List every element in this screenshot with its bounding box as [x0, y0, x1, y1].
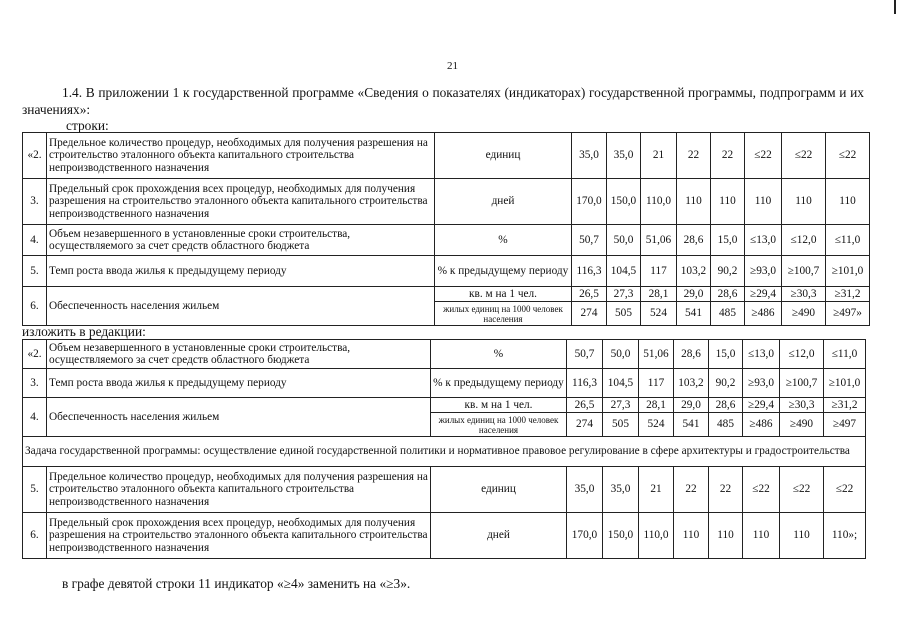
indicator-value: 35,0 — [607, 133, 641, 179]
indicator-value: ≥29,4 — [743, 398, 780, 413]
intro-text: 1.4. В приложении 1 к государственной программе «Сведения о показателях (индикаторах) государственной программы, подпрограмм и их значениях»: — [22, 85, 864, 117]
indicator-name: Предельный срок прохождения всех процедур, необходимых для получения разрешения на строительство эталонного объекта капитального строительства непроизводственного назначения — [47, 513, 431, 559]
unit-of-measure: единиц — [435, 133, 572, 179]
indicator-value: 50,7 — [567, 340, 603, 369]
indicator-value: ≥30,3 — [782, 287, 826, 302]
indicator-value: 505 — [603, 413, 639, 437]
indicator-value: 28,6 — [677, 225, 711, 256]
unit-of-measure: единиц — [431, 467, 567, 513]
table-row — [23, 340, 866, 369]
indicator-name: Обеспеченность населения жильем — [47, 398, 431, 437]
indicator-value: 150,0 — [603, 513, 639, 559]
indicator-value: 28,6 — [709, 398, 743, 413]
indicator-value: 29,0 — [674, 398, 709, 413]
footer-text: в графе девятой строки 11 индикатор «≥4» заменить на «≥3». — [62, 576, 411, 591]
table-row — [23, 513, 866, 559]
indicator-value: ≤22 — [824, 467, 866, 513]
row-number: 5. — [23, 467, 47, 513]
row-number: 4. — [23, 225, 47, 256]
indicator-value: ≤13,0 — [743, 340, 780, 369]
indicator-value: 104,5 — [607, 256, 641, 287]
indicator-value: ≥31,2 — [824, 398, 866, 413]
indicator-name: Предельное количество процедур, необходимых для получения разрешения на строительство эталонного объекта капитального строительства непроизводственного назначения — [47, 467, 431, 513]
unit-of-measure: % — [435, 225, 572, 256]
indicator-name: Предельное количество процедур, необходимых для получения разрешения на строительство эталонного объекта капитального строительства непроизводственного назначения — [47, 133, 435, 179]
unit-of-measure: жилых единиц на 1000 человек населения — [435, 302, 572, 326]
indicator-value: 27,3 — [603, 398, 639, 413]
original-indicators-table — [22, 132, 870, 326]
indicator-value: ≥101,0 — [824, 369, 866, 398]
table-row — [23, 133, 870, 179]
indicator-value: 524 — [639, 413, 674, 437]
indicator-value: 22 — [709, 467, 743, 513]
task-row — [23, 437, 866, 467]
indicator-value: 110 — [743, 513, 780, 559]
indicator-value: 51,06 — [639, 340, 674, 369]
indicator-value: 116,3 — [567, 369, 603, 398]
unit-of-measure: кв. м на 1 чел. — [435, 287, 572, 302]
indicator-name: Объем незавершенного в установленные сроки строительства, осуществляемого за счет средств областного бюджета — [47, 340, 431, 369]
indicator-value: 110 — [674, 513, 709, 559]
indicator-value: 15,0 — [709, 340, 743, 369]
indicator-value: 170,0 — [572, 179, 607, 225]
indicator-value: ≥31,2 — [826, 287, 870, 302]
row-number: 3. — [23, 179, 47, 225]
indicator-value: 110»; — [824, 513, 866, 559]
unit-of-measure: кв. м на 1 чел. — [431, 398, 567, 413]
unit-of-measure: жилых единиц на 1000 человек населения — [431, 413, 567, 437]
indicator-value: 541 — [677, 302, 711, 326]
indicator-value: 110 — [711, 179, 745, 225]
row-number: «2. — [23, 340, 47, 369]
indicator-value: ≥100,7 — [780, 369, 824, 398]
indicator-name: Предельный срок прохождения всех процедур, необходимых для получения разрешения на строительство эталонного объекта капитального строительства непроизводственного назначения — [47, 179, 435, 225]
indicator-value: ≥93,0 — [745, 256, 782, 287]
indicator-value: 116,3 — [572, 256, 607, 287]
indicator-value: 505 — [607, 302, 641, 326]
indicator-value: 485 — [709, 413, 743, 437]
unit-of-measure: дней — [431, 513, 567, 559]
indicator-value: ≥490 — [780, 413, 824, 437]
indicator-value: 110 — [677, 179, 711, 225]
indicator-value: 35,0 — [567, 467, 603, 513]
row-number: «2. — [23, 133, 47, 179]
indicator-name: Темп роста ввода жилья к предыдущему периоду — [47, 256, 435, 287]
indicator-value: 110 — [826, 179, 870, 225]
indicator-value: 22 — [711, 133, 745, 179]
indicator-value: ≤11,0 — [826, 225, 870, 256]
indicator-value: 50,0 — [607, 225, 641, 256]
indicator-value: 26,5 — [572, 287, 607, 302]
indicator-value: 104,5 — [603, 369, 639, 398]
replace-label: изложить в редакции: — [22, 324, 146, 339]
row-number: 6. — [23, 513, 47, 559]
row-number: 4. — [23, 398, 47, 437]
indicator-value: ≤12,0 — [782, 225, 826, 256]
indicator-value: 110 — [780, 513, 824, 559]
indicator-value: 22 — [674, 467, 709, 513]
indicator-value: ≤22 — [826, 133, 870, 179]
indicator-value: 117 — [639, 369, 674, 398]
indicator-name: Обеспеченность населения жильем — [47, 287, 435, 326]
indicator-value: 50,7 — [572, 225, 607, 256]
table-row — [23, 256, 870, 287]
indicator-value: 51,06 — [641, 225, 677, 256]
rows-label: строки: — [66, 118, 109, 133]
indicator-value: 28,6 — [674, 340, 709, 369]
indicator-value: ≤22 — [782, 133, 826, 179]
indicator-value: 28,1 — [639, 398, 674, 413]
indicator-value: 35,0 — [572, 133, 607, 179]
indicator-value: ≥486 — [745, 302, 782, 326]
program-task: Задача государственной программы: осуществление единой государственной политики и нормативное правовое регулирование в сфере архитектуры и градостроительства — [23, 437, 866, 467]
table-row — [23, 467, 866, 513]
indicator-name: Объем незавершенного в установленные сроки строительства, осуществляемого за счет средств областного бюджета — [47, 225, 435, 256]
indicator-value: ≤22 — [780, 467, 824, 513]
indicator-value: 170,0 — [567, 513, 603, 559]
indicator-value: 103,2 — [677, 256, 711, 287]
indicator-value: 29,0 — [677, 287, 711, 302]
indicator-value: 117 — [641, 256, 677, 287]
indicator-value: ≥497» — [826, 302, 870, 326]
page-number: 21 — [447, 60, 458, 72]
scan-edge-mark — [894, 0, 896, 14]
unit-of-measure: дней — [435, 179, 572, 225]
indicator-value: ≥101,0 — [826, 256, 870, 287]
indicator-value: 15,0 — [711, 225, 745, 256]
indicator-value: 524 — [641, 302, 677, 326]
indicator-name: Темп роста ввода жилья к предыдущему периоду — [47, 369, 431, 398]
indicator-value: 90,2 — [711, 256, 745, 287]
indicator-value: ≥497 — [824, 413, 866, 437]
indicator-value: 110 — [709, 513, 743, 559]
indicator-value: 103,2 — [674, 369, 709, 398]
indicator-value: ≤11,0 — [824, 340, 866, 369]
indicator-value: ≤22 — [743, 467, 780, 513]
indicator-value: 110,0 — [641, 179, 677, 225]
indicator-value: 541 — [674, 413, 709, 437]
table-row — [23, 179, 870, 225]
unit-of-measure: % к предыдущему периоду — [435, 256, 572, 287]
unit-of-measure: % — [431, 340, 567, 369]
new-indicators-table — [22, 339, 866, 559]
intro-paragraph — [22, 84, 864, 118]
table-row — [23, 398, 866, 413]
indicator-value: ≥486 — [743, 413, 780, 437]
unit-of-measure: % к предыдущему периоду — [431, 369, 567, 398]
table-row — [23, 369, 866, 398]
indicator-value: 50,0 — [603, 340, 639, 369]
indicator-value: 27,3 — [607, 287, 641, 302]
indicator-value: 274 — [567, 413, 603, 437]
indicator-value: ≥100,7 — [782, 256, 826, 287]
indicator-value: 21 — [641, 133, 677, 179]
table-row — [23, 225, 870, 256]
row-number: 5. — [23, 256, 47, 287]
indicator-value: 26,5 — [567, 398, 603, 413]
indicator-value: 28,1 — [641, 287, 677, 302]
indicator-value: ≥93,0 — [743, 369, 780, 398]
indicator-value: 35,0 — [603, 467, 639, 513]
table-row — [23, 287, 870, 302]
indicator-value: 150,0 — [607, 179, 641, 225]
row-number: 6. — [23, 287, 47, 326]
indicator-value: ≤12,0 — [780, 340, 824, 369]
indicator-value: ≥490 — [782, 302, 826, 326]
indicator-value: ≥30,3 — [780, 398, 824, 413]
indicator-value: 274 — [572, 302, 607, 326]
indicator-value: 110 — [745, 179, 782, 225]
indicator-value: 110,0 — [639, 513, 674, 559]
indicator-value: 21 — [639, 467, 674, 513]
indicator-value: ≤22 — [745, 133, 782, 179]
indicator-value: 110 — [782, 179, 826, 225]
indicator-value: 22 — [677, 133, 711, 179]
indicator-value: 28,6 — [711, 287, 745, 302]
row-number: 3. — [23, 369, 47, 398]
indicator-value: ≤13,0 — [745, 225, 782, 256]
indicator-value: 485 — [711, 302, 745, 326]
indicator-value: ≥29,4 — [745, 287, 782, 302]
indicator-value: 90,2 — [709, 369, 743, 398]
